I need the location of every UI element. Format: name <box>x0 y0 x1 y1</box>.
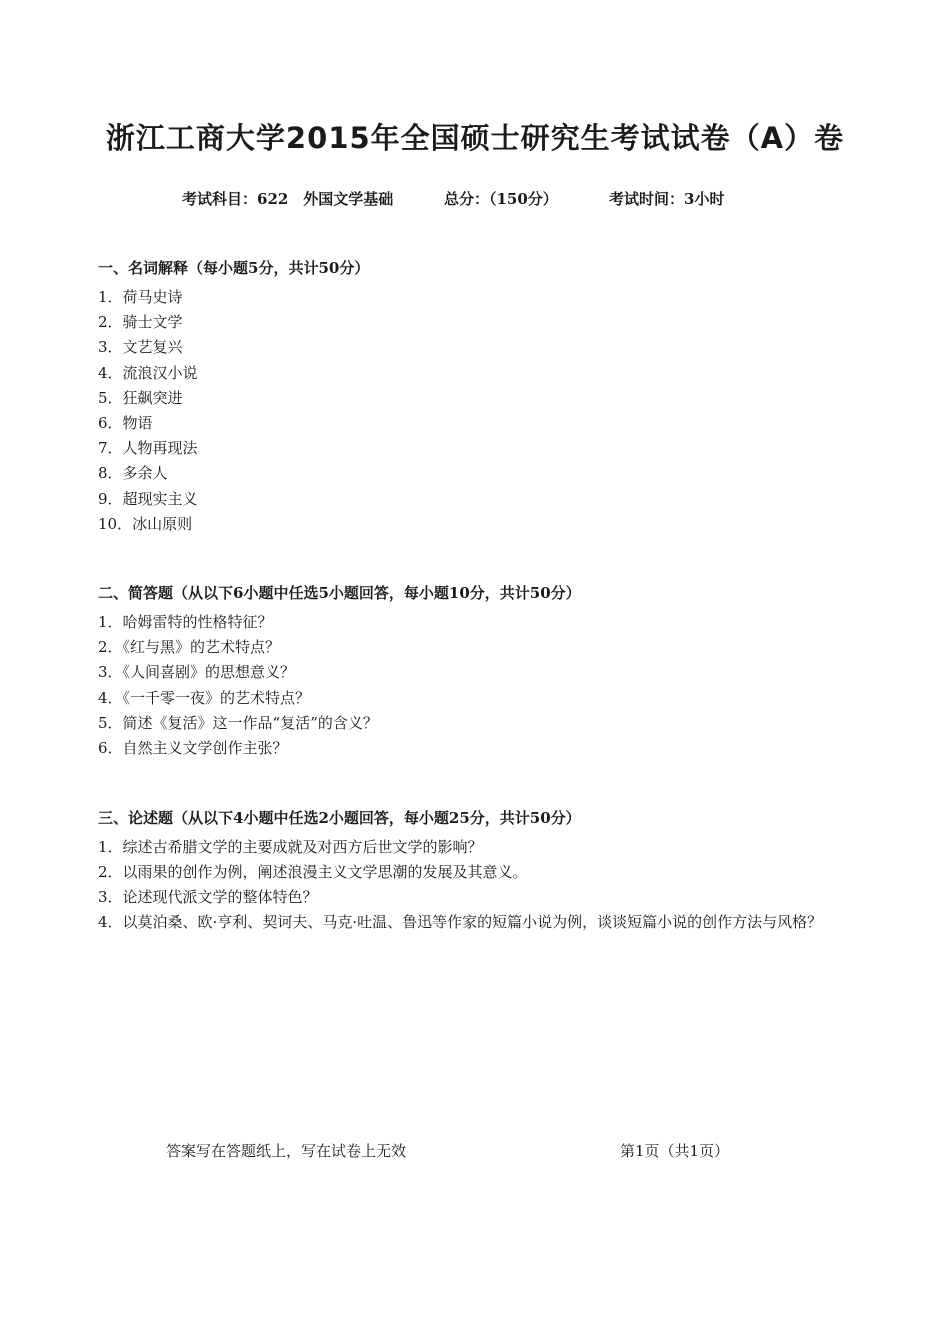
exam-subject: 考试科目：622 外国文学基础 <box>182 190 394 208</box>
section-heading: 一、名词解释（每小题5分，共计50分） <box>98 259 370 277</box>
exam-total-score: 总分：（150分） <box>444 190 558 208</box>
question-item: 2．以雨果的创作为例，阐述浪漫主义文学思潮的发展及其意义。 <box>98 863 528 881</box>
exam-duration: 考试时间：3小时 <box>609 190 725 208</box>
section-short-answer <box>98 582 838 761</box>
question-item: 10．冰山原则 <box>98 514 193 533</box>
page-number: 第1页（共1页） <box>620 1142 730 1160</box>
question-item: 5．简述《复活》这一作品“复活”的含义？ <box>98 713 378 732</box>
section-heading: 三、论述题（从以下4小题中任选2小题回答，每小题25分，共计50分） <box>98 809 581 827</box>
question-item: 3．论述现代派文学的整体特色？ <box>98 888 318 906</box>
question-item: 3．文艺复兴 <box>98 338 183 357</box>
question-item: 4．以莫泊桑、欧·亨利、契诃夫、马克·吐温、鲁迅等作家的短篇小说为例，谈谈短篇小说的创作方法与风格？ <box>98 913 823 931</box>
question-item: 3．《人间喜剧》的思想意义？ <box>98 663 296 682</box>
question-item: 2．骑士文学 <box>98 313 183 332</box>
question-item: 4．《一千零一夜》的艺术特点？ <box>98 688 311 707</box>
question-item: 4．流浪汉小说 <box>98 363 198 382</box>
answer-instruction: 答案写在答题纸上，写在试卷上无效 <box>166 1142 407 1160</box>
section-essay <box>98 807 838 935</box>
question-item: 5．狂飙突进 <box>98 388 183 407</box>
question-item: 6．自然主义文学创作主张？ <box>98 739 288 758</box>
question-item: 1．综述古希腊文学的主要成就及对西方后世文学的影响？ <box>98 838 483 856</box>
question-item: 2．《红与黑》的艺术特点？ <box>98 638 281 657</box>
question-item: 7．人物再现法 <box>98 439 198 458</box>
question-item: 1．荷马史诗 <box>98 288 183 306</box>
question-item: 6．物语 <box>98 414 153 433</box>
page-title: 浙江工商大学2015年全国硕士研究生考试试卷（A）卷 <box>105 121 845 155</box>
question-item: 1．哈姆雷特的性格特征？ <box>98 613 273 631</box>
question-item: 9．超现实主义 <box>98 489 198 508</box>
section-heading: 二、简答题（从以下6小题中任选5小题回答，每小题10分，共计50分） <box>98 584 581 602</box>
question-item: 8．多余人 <box>98 464 168 483</box>
section-term-explanation <box>98 257 838 537</box>
